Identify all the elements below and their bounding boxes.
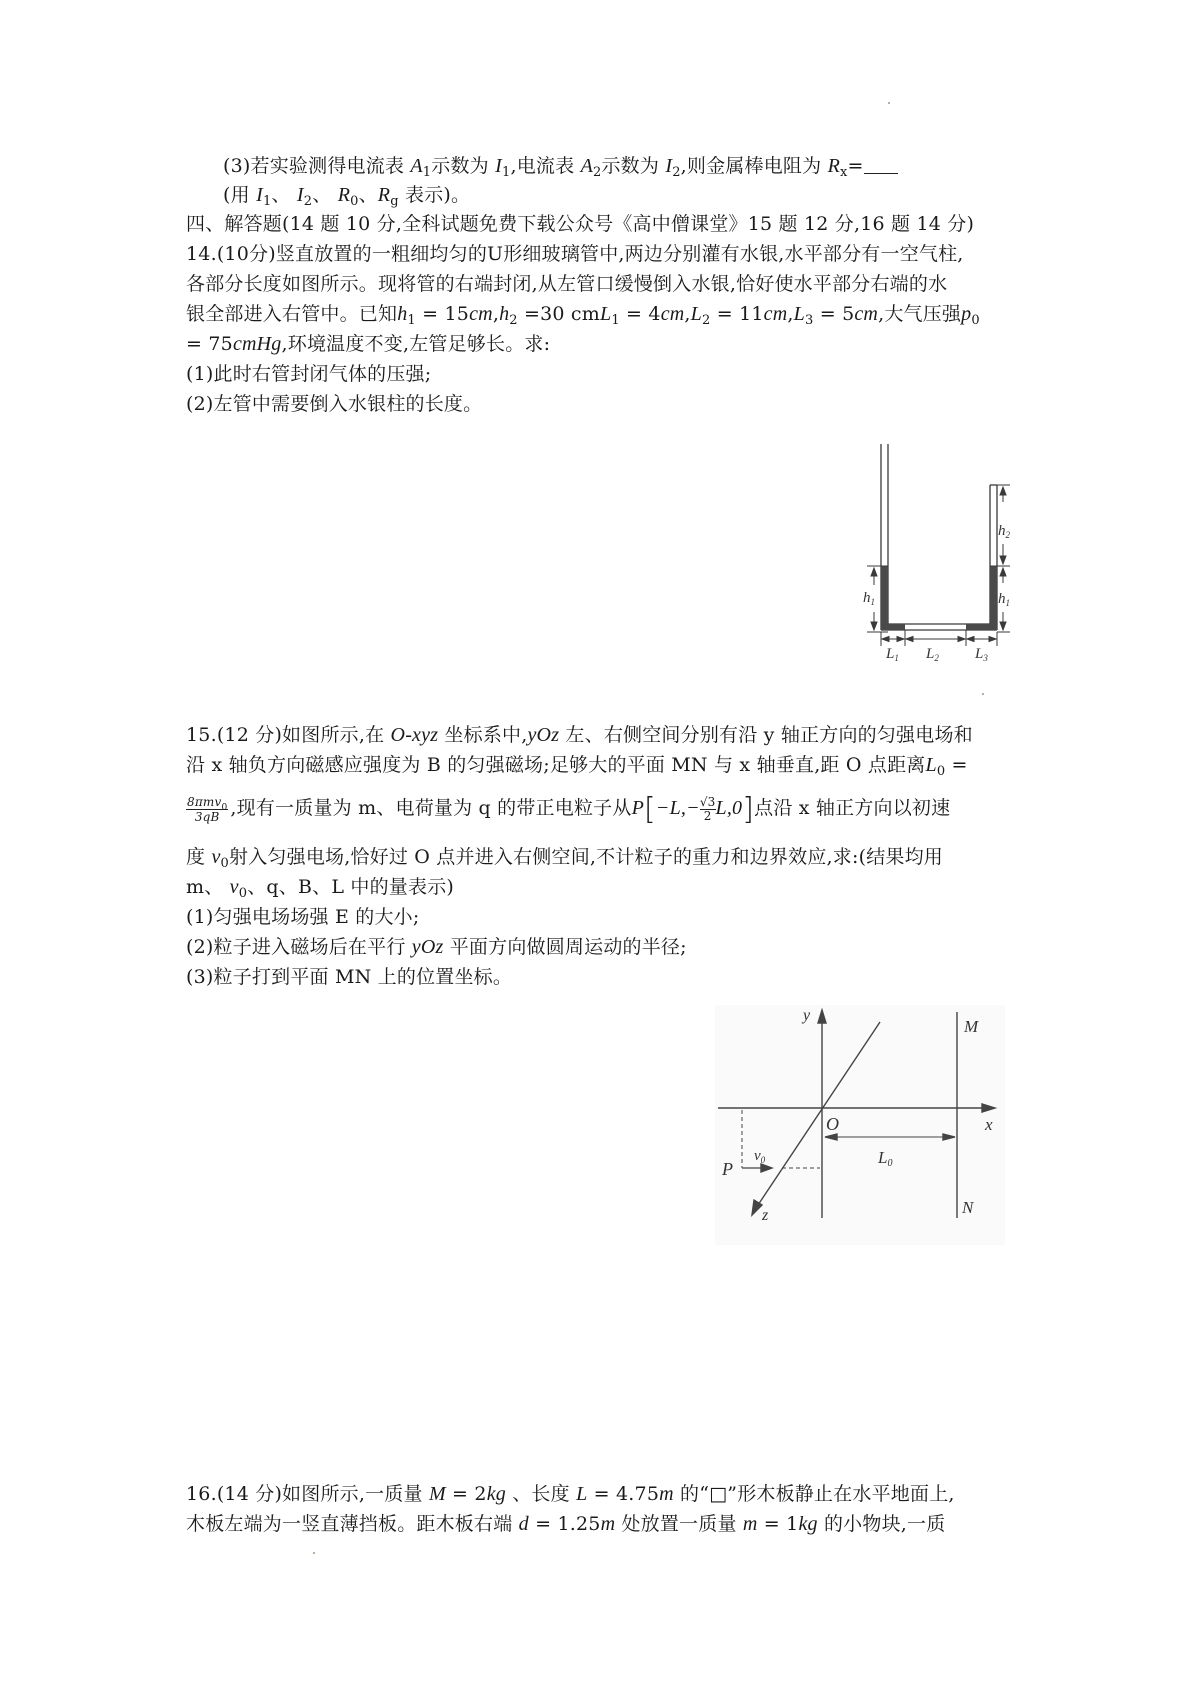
sub: 1 <box>611 313 620 328</box>
text: 示数为 <box>431 155 496 177</box>
fraction-sqrt3-over-2 <box>700 796 716 823</box>
label-M: M <box>964 1017 979 1036</box>
label-h1-right: $h_1$ <box>998 591 1010 608</box>
text: ,环境温度不变,左管足够长。求: <box>281 333 551 355</box>
text: 银全部进入右管中。已知 <box>186 303 398 325</box>
q13-part3-line1 <box>223 152 898 180</box>
text: = 1 <box>757 1513 799 1535</box>
fraction-L0 <box>186 795 228 824</box>
unit: kg <box>798 1513 818 1535</box>
text: = 4 <box>619 303 661 325</box>
label-N: N <box>962 1198 974 1217</box>
text: = 5 <box>813 303 855 325</box>
sub: 0 <box>220 856 230 871</box>
math-A1: A <box>410 155 423 177</box>
math-I1: I <box>256 184 263 206</box>
math-Rx: R <box>827 155 840 177</box>
math-L0: L <box>925 754 937 776</box>
math-L2: L <box>690 303 702 325</box>
unit: cm <box>660 303 685 325</box>
math: 8πmv <box>187 794 222 809</box>
label-h1-left: $h_1$ <box>863 590 875 607</box>
math-L1: L <box>599 303 612 325</box>
text: 点沿 x 轴正方向以初速 <box>754 797 951 819</box>
text: = <box>945 754 968 776</box>
sub: 0 <box>238 886 248 901</box>
label-O: O <box>826 1114 839 1134</box>
math-yoz: yOz <box>527 724 560 746</box>
label-z: z <box>762 1207 769 1224</box>
text: 木板左端为一竖直薄挡板。距木板右端 <box>186 1513 519 1535</box>
math-m: m <box>742 1513 758 1535</box>
label-h2: $h_2$ <box>998 523 1010 540</box>
sub: 0 <box>971 313 980 328</box>
math: 3qB <box>194 809 220 824</box>
text: 、 <box>358 184 378 206</box>
text: 、长度 <box>505 1483 577 1505</box>
q15-line4 <box>186 843 943 871</box>
text: = 15 <box>415 303 470 325</box>
text: (用 <box>223 184 257 206</box>
q14-sub1: (1)此时右管封闭气体的压强; <box>186 363 432 385</box>
math-d: d <box>518 1513 529 1535</box>
label-L3: $L_3$ <box>975 646 988 663</box>
unit: kg <box>486 1483 506 1505</box>
unit: cmHg <box>232 333 282 355</box>
math-coord: −L,− <box>655 797 700 819</box>
text: ,大气压强 <box>878 303 962 325</box>
text: (2)粒子进入磁场后在平行 <box>186 936 412 958</box>
text: ,电流表 <box>510 155 581 177</box>
math-coord: L,0 <box>715 797 743 819</box>
q14-line2: 各部分长度如图所示。现将管的右端封闭,从左管口缓慢倒入水银,恰好使水平部分右端的水 <box>186 273 948 295</box>
math-h2: h <box>499 303 510 325</box>
label-L1: $L_1$ <box>886 646 899 663</box>
sub: 2 <box>672 165 681 180</box>
sub: g <box>390 194 399 209</box>
text: (3)若实验测得电流表 <box>223 155 411 177</box>
text: ,现有一质量为 m、电荷量为 q 的带正电粒子从 <box>230 797 632 819</box>
bracket-left: [ <box>643 792 656 827</box>
math-h1: h <box>397 303 408 325</box>
q15-line2 <box>186 751 968 779</box>
unit: cm <box>763 303 788 325</box>
math-I2: I <box>665 155 673 177</box>
math-L3: L <box>793 303 805 325</box>
text: 坐标系中, <box>438 724 528 746</box>
text: =30 cm <box>517 303 600 325</box>
unit: cm <box>854 303 879 325</box>
q15-sub2 <box>186 933 687 961</box>
bottom-left-mercury <box>881 624 905 630</box>
math-p0: p <box>961 303 972 325</box>
sub: 2 <box>702 313 711 328</box>
text: 沿 x 轴负方向磁感应强度为 B 的匀强磁场;足够大的平面 MN 与 x 轴垂直,距 O 点距离 <box>186 754 926 776</box>
sub: 1 <box>262 194 272 209</box>
text: 示数为 <box>601 155 666 177</box>
scan-speck <box>888 102 890 104</box>
q15-line3 <box>186 791 950 827</box>
bottom-right-mercury <box>966 624 997 630</box>
math-I1: I <box>495 155 502 177</box>
sub: x <box>839 165 848 180</box>
label-x: x <box>985 1115 993 1134</box>
unit: cm <box>469 303 493 325</box>
q14-sub2: (2)左管中需要倒入水银柱的长度。 <box>186 393 483 415</box>
numerator <box>186 794 228 813</box>
bracket-right: ] <box>742 792 755 827</box>
math-yoz: yOz <box>411 936 444 958</box>
math-Rg: R <box>377 184 391 206</box>
math-oxyz: O-xyz <box>390 724 439 746</box>
label-y: y <box>803 1007 811 1024</box>
text: = 75 <box>186 333 233 355</box>
math-v0: v <box>211 846 221 868</box>
sub: 1 <box>501 165 511 180</box>
text: m、 <box>186 876 230 898</box>
math-L: L <box>576 1483 588 1505</box>
text: 处放置一质量 <box>615 1513 743 1535</box>
sub: 0 <box>350 194 359 209</box>
scan-speck <box>313 1552 315 1554</box>
math-I2: I <box>296 184 304 206</box>
q14-line1: 14.(10分)竖直放置的一粗细均匀的U形细玻璃管中,两边分别灌有水银,水平部分有一空气柱, <box>186 243 964 265</box>
sub: 2 <box>509 313 518 328</box>
q16-line2 <box>186 1510 945 1538</box>
text: = 2 <box>445 1483 487 1505</box>
text: , <box>492 303 500 325</box>
q16-line1 <box>186 1480 955 1508</box>
right-mercury-column <box>990 566 997 630</box>
text: 度 <box>186 846 212 868</box>
text: 的“□”形木板静止在水平地面上, <box>673 1483 955 1505</box>
math-P: P <box>631 797 644 819</box>
text: , <box>684 303 691 325</box>
math-M: M <box>428 1483 446 1505</box>
text: 表示)。 <box>398 184 471 206</box>
q14-line3 <box>186 300 980 328</box>
q15-sub3: (3)粒子打到平面 MN 上的位置坐标。 <box>186 966 513 988</box>
unit: m <box>600 1513 616 1535</box>
sub: 1 <box>422 165 432 180</box>
unit: m <box>659 1483 674 1505</box>
answer-blank <box>864 155 898 174</box>
label-L0: L0 <box>878 1148 893 1169</box>
label-v0: $v_0$ <box>754 1148 766 1165</box>
q14-line4 <box>186 330 550 358</box>
text: 射入匀强电场,恰好过 O 点并进入右侧空间,不计粒子的重力和边界效应,求:(结果均用 <box>229 846 944 868</box>
sub: 1 <box>407 313 416 328</box>
q13-part3-line2 <box>223 181 470 209</box>
math-A2: A <box>580 155 593 177</box>
sub: 0 <box>936 764 946 779</box>
text: = <box>847 155 864 177</box>
q15-sub1: (1)匀强电场场强 E 的大小; <box>186 906 420 928</box>
text: , <box>787 303 794 325</box>
text: 16.(14 分)如图所示,一质量 <box>186 1483 429 1505</box>
text: = 11 <box>710 303 764 325</box>
text: = 4.75 <box>587 1483 660 1505</box>
text: = 1.25 <box>528 1513 601 1535</box>
label-L2: $L_2$ <box>926 646 939 663</box>
text: 左、右侧空间分别有沿 y 轴正方向的匀强电场和 <box>559 724 973 746</box>
numerator: √3 <box>699 794 716 809</box>
sub: 2 <box>592 165 602 180</box>
text: 15.(12 分)如图所示,在 <box>186 724 391 746</box>
text: 的小物块,一质 <box>817 1513 946 1535</box>
text: 、 <box>271 184 297 206</box>
coordinate-figure <box>710 1000 1020 1260</box>
section-header: 四、解答题(14 题 10 分,全科试题免费下载公众号《高中僧课堂》15 题 12 分,16 题 14 分) <box>186 213 975 235</box>
math-v0: v <box>229 876 239 898</box>
math-R0: R <box>337 184 351 206</box>
text: 、q、B、L 中的量表示) <box>247 876 455 898</box>
text: 、 <box>312 184 338 206</box>
text: 平面方向做圆周运动的半径; <box>443 936 687 958</box>
sub: 0 <box>221 802 228 813</box>
q15-line5 <box>186 873 454 901</box>
denominator: 2 <box>703 808 712 823</box>
sub: 2 <box>303 194 313 209</box>
sub: 3 <box>804 313 814 328</box>
text: ,则金属棒电阻为 <box>680 155 828 177</box>
u-tube-figure <box>855 440 1035 710</box>
left-mercury-column <box>881 566 888 630</box>
q15-line1 <box>186 721 973 749</box>
label-P: P <box>722 1159 733 1179</box>
